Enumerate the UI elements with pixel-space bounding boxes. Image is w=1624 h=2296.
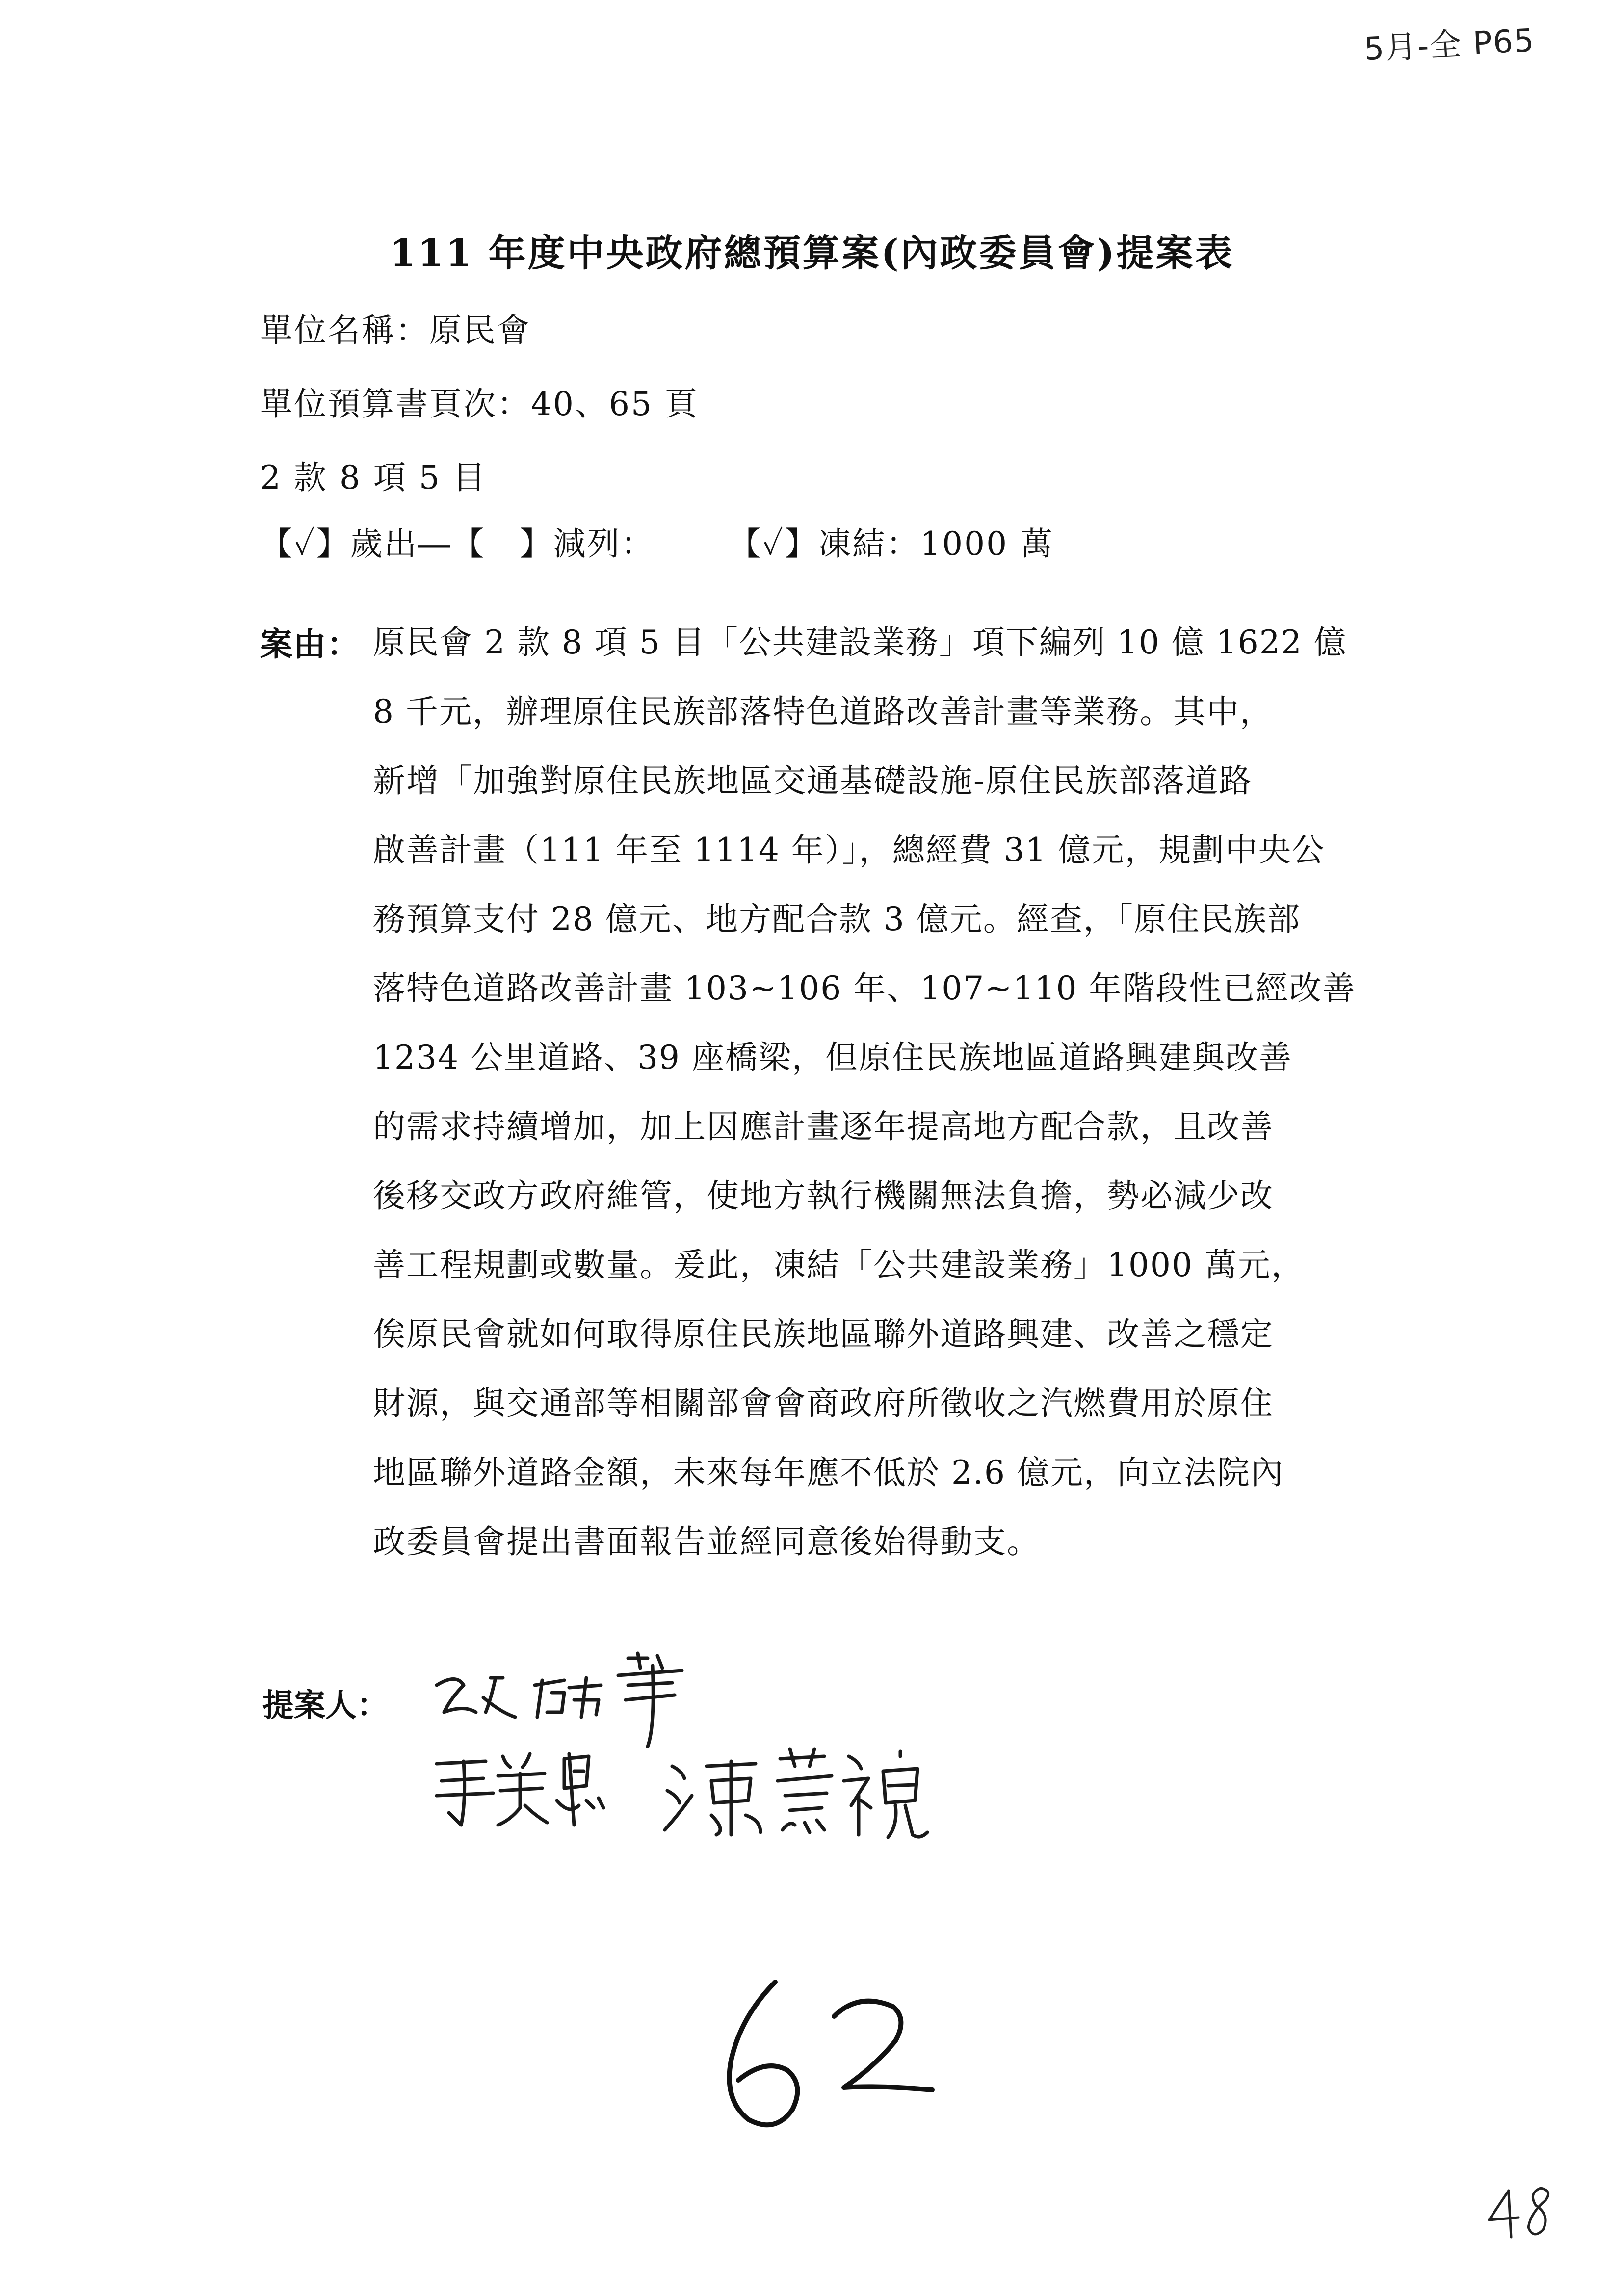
proposer-label: 提案人：: [262, 1688, 388, 1724]
reason-line: 善工程規劃或數量。爰此，凍結「公共建設業務」1000 萬元，: [373, 1246, 1305, 1284]
reason-line: 新增「加強對原住民族地區交通基礎設施-原住民族部落道路: [373, 762, 1253, 800]
budget-item: 2 款 8 項 5 目: [260, 459, 487, 496]
reason-line: 原民會 2 款 8 項 5 目「公共建設業務」項下編列 10 億 1622 億: [373, 624, 1347, 661]
reason-line: 地區聯外道路金額，未來每年應不低於 2.6 億元，向立法院內: [373, 1454, 1284, 1491]
freeze-check: 【✓】凍結：1000 萬: [728, 525, 1054, 563]
reason-line: 落特色道路改善計畫 103~106 年、107~110 年階段性已經改善: [373, 969, 1356, 1007]
reason-line: 8 千元，辦理原住民族部落特色道路改善計畫等業務。其中，: [373, 693, 1273, 731]
reason-line: 務預算支付 28 億元、地方配合款 3 億元。經查，「原住民族部: [373, 900, 1301, 938]
handwritten-page-number: [702, 1962, 957, 2139]
budget-pages: 單位預算書頁次：40、65 頁: [260, 385, 699, 423]
reason-line: 政委員會提出書面報告並經同意後始得動支。: [373, 1523, 1040, 1561]
corner-page-mark: [1482, 2178, 1565, 2247]
check-row: [260, 518, 1054, 564]
reason-line: 財源，與交通部等相關部會會商政府所徵收之汽燃費用於原住: [373, 1384, 1274, 1422]
handwritten-signatures: [417, 1639, 1104, 1845]
unit-name: 單位名稱：原民會: [260, 312, 531, 349]
reason-line: 啟善計畫（111 年至 1114 年）」，總經費 31 億元，規劃中央公: [373, 831, 1325, 869]
reason-line: 俟原民會就如何取得原住民族地區聯外道路興建、改善之穩定: [373, 1315, 1274, 1353]
reason-body: [373, 618, 1403, 1587]
reason-line: 1234 公里道路、39 座橋梁，但原住民族地區道路興建與改善: [373, 1039, 1292, 1076]
corner-note: 5月-全 P65: [1363, 22, 1536, 68]
reason-label: 案由：: [260, 625, 360, 663]
reason-line: 的需求持續增加，加上因應計畫逐年提高地方配合款，且改善: [373, 1108, 1274, 1146]
page-title: 111 年度中央政府總預算案(內政委員會)提案表: [390, 231, 1234, 275]
expenditure-reduction-check: 【✓】歲出―【 】減列：: [260, 525, 655, 563]
reason-line: 後移交政方政府維管，使地方執行機關無法負擔，勢必減少改: [373, 1177, 1274, 1215]
